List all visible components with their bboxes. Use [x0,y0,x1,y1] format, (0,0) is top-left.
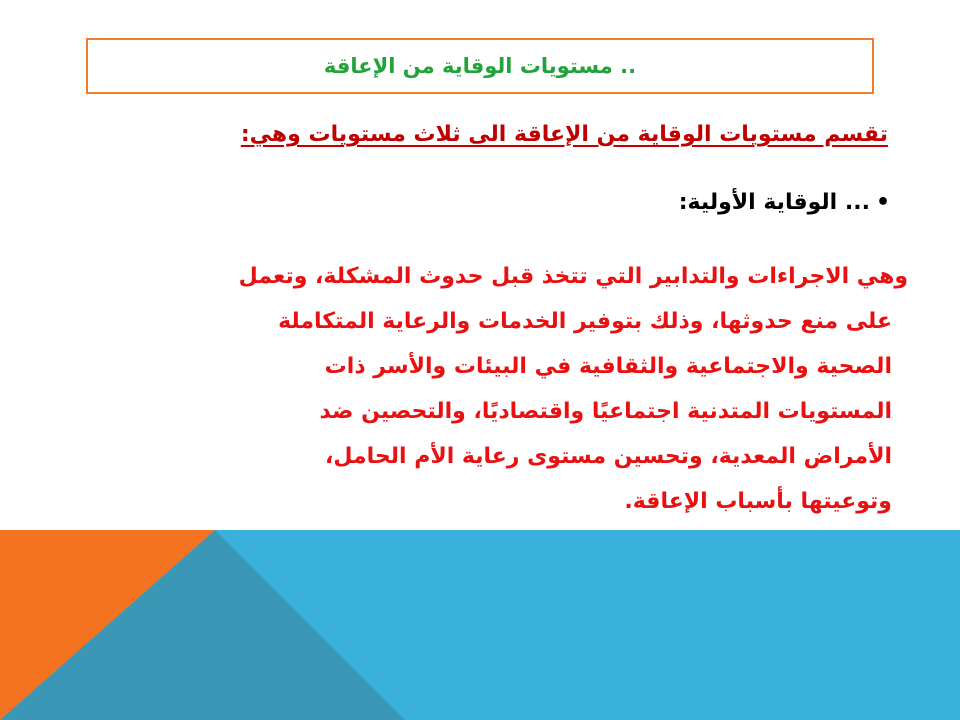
bullet-heading: ... الوقاية الأولية: [678,190,870,215]
body-line: على منع حدوثها، وذلك بتوفير الخدمات والرعاية المتكاملة [278,309,892,334]
body-line: وتوعيتها بأسباب الإعاقة. [624,489,892,514]
body-line: المستويات المتدنية اجتماعيًا واقتصاديًا، والتحصين ضد [319,399,892,424]
decorative-footer-band [0,530,960,720]
bullet-item-primary-prevention [130,190,890,215]
body-line: وهي الاجراءات والتدابير التي تتخذ قبل حدوث المشكلة، وتعمل [238,264,908,289]
bullet-icon: • [875,190,890,215]
intro-heading: تقسم مستويات الوقاية من الإعاقة الى ثلاث مستويات وهي: [240,122,888,147]
body-line: الصحية والاجتماعية والثقافية في البيئات والأسر ذات [324,354,892,379]
body-paragraph [152,254,908,524]
body-line: الأمراض المعدية، وتحسين مستوى رعاية الأم الحامل، [325,444,892,469]
slide-title-box [86,38,874,94]
slide-title: .. مستويات الوقاية من الإعاقة [323,54,637,78]
